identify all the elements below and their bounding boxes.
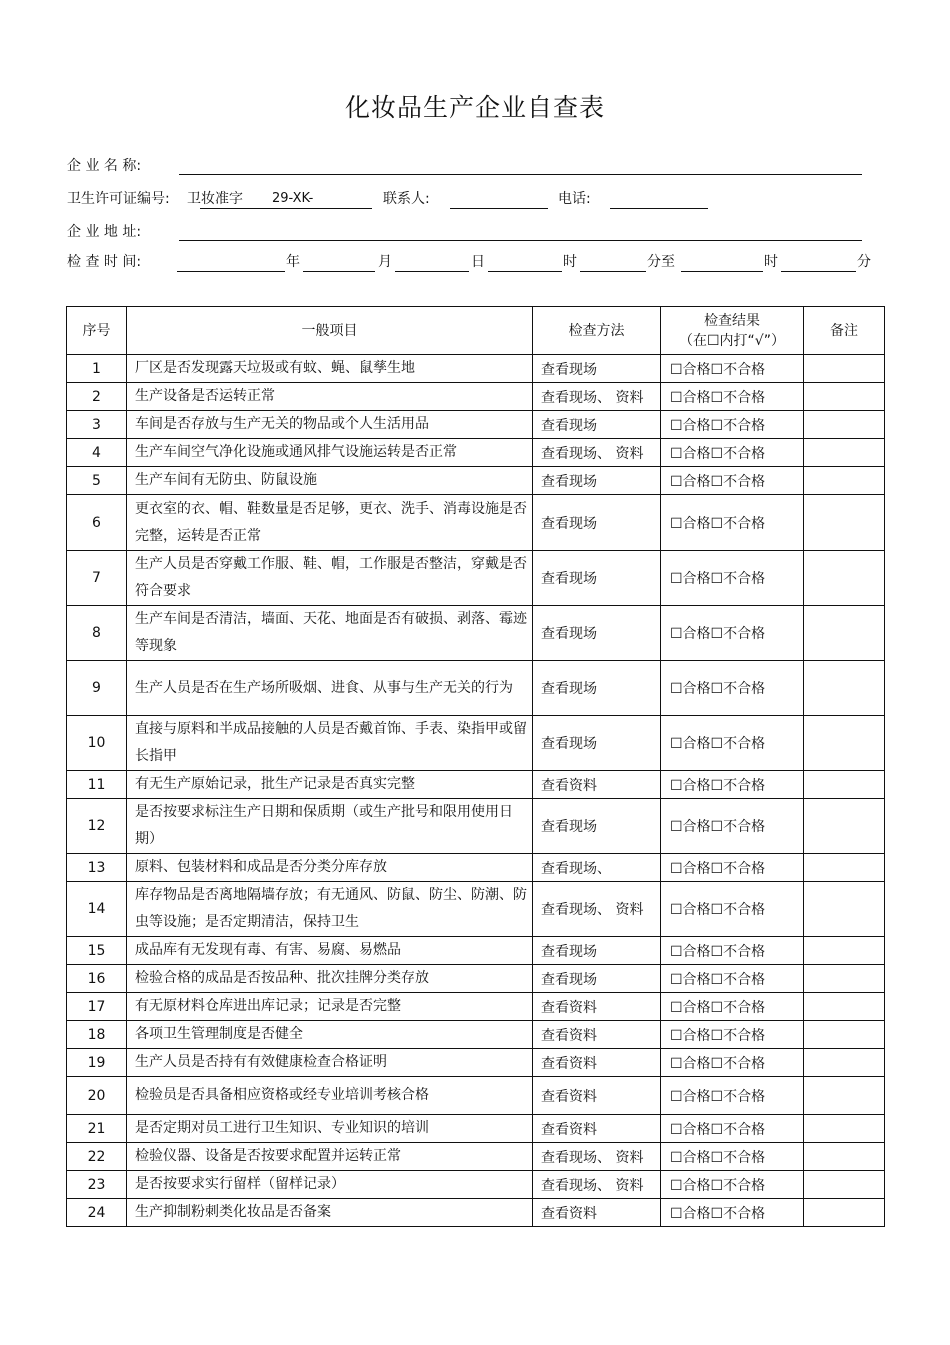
row-note[interactable] — [804, 937, 885, 965]
row-item: 是否按要求实行留样（留样记录） — [127, 1171, 533, 1199]
row-number: 20 — [67, 1077, 127, 1115]
row-result-checkboxes[interactable]: ☐合格☐不合格 — [661, 1143, 804, 1171]
self-inspection-table — [66, 306, 885, 1227]
row-method: 查看资料 — [533, 1049, 661, 1077]
row-number: 10 — [67, 716, 127, 771]
row-method: 查看现场、 资料 — [533, 1171, 661, 1199]
row-note[interactable] — [804, 355, 885, 383]
table-header-row — [67, 307, 885, 355]
row-result-checkboxes[interactable]: ☐合格☐不合格 — [661, 716, 804, 771]
row-result-checkboxes[interactable]: ☐合格☐不合格 — [661, 661, 804, 716]
row-item: 生产车间空气净化设施或通风排气设施运转是否正常 — [127, 439, 533, 467]
month-field[interactable] — [303, 271, 375, 272]
row-number: 9 — [67, 661, 127, 716]
table-row — [67, 854, 885, 882]
row-method: 查看现场、 — [533, 854, 661, 882]
start-hour-unit: 时 — [563, 254, 577, 270]
row-item: 检验仪器、设备是否按要求配置并运转正常 — [127, 1143, 533, 1171]
license-code: 29-XK- — [272, 191, 314, 206]
row-note[interactable] — [804, 661, 885, 716]
row-note[interactable] — [804, 495, 885, 551]
row-result-checkboxes[interactable]: ☐合格☐不合格 — [661, 1115, 804, 1143]
row-note[interactable] — [804, 1077, 885, 1115]
row-note[interactable] — [804, 1199, 885, 1227]
row-number: 11 — [67, 771, 127, 799]
row-item: 生产设备是否运转正常 — [127, 383, 533, 411]
row-note[interactable] — [804, 411, 885, 439]
row-number: 5 — [67, 467, 127, 495]
row-note[interactable] — [804, 383, 885, 411]
row-method: 查看资料 — [533, 1021, 661, 1049]
row-note[interactable] — [804, 1021, 885, 1049]
row-item: 有无原材料仓库进出库记录；记录是否完整 — [127, 993, 533, 1021]
row-note[interactable] — [804, 551, 885, 606]
row-result-checkboxes[interactable]: ☐合格☐不合格 — [661, 411, 804, 439]
company-name-label: 企 业 名 称: — [67, 158, 142, 174]
license-prefix: 卫妆准字 — [187, 191, 243, 207]
row-method: 查看现场 — [533, 799, 661, 854]
row-item: 生产车间是否清洁，墙面、天花、地面是否有破损、剥落、霉迹等现象 — [127, 606, 533, 661]
contact-label: 联系人: — [383, 191, 430, 207]
header-note: 备注 — [804, 307, 885, 355]
table-row — [67, 1049, 885, 1077]
day-unit: 日 — [471, 254, 485, 270]
row-number: 7 — [67, 551, 127, 606]
row-number: 19 — [67, 1049, 127, 1077]
row-number: 18 — [67, 1021, 127, 1049]
start-minute-field[interactable] — [580, 271, 646, 272]
row-note[interactable] — [804, 993, 885, 1021]
row-item: 原料、包装材料和成品是否分类分库存放 — [127, 854, 533, 882]
row-number: 23 — [67, 1171, 127, 1199]
header-result-hint: （在☐内打“√”） — [679, 332, 785, 349]
row-item: 生产抑制粉刺类化妆品是否备案 — [127, 1199, 533, 1227]
row-item: 是否定期对员工进行卫生知识、专业知识的培训 — [127, 1115, 533, 1143]
license-number-field[interactable] — [200, 208, 372, 209]
end-hour-unit: 时 — [764, 254, 778, 270]
row-number: 2 — [67, 383, 127, 411]
row-result-checkboxes[interactable]: ☐合格☐不合格 — [661, 1049, 804, 1077]
row-note[interactable] — [804, 1049, 885, 1077]
year-unit: 年 — [286, 254, 300, 270]
row-number: 8 — [67, 606, 127, 661]
row-method: 查看现场 — [533, 937, 661, 965]
row-note[interactable] — [804, 439, 885, 467]
row-number: 4 — [67, 439, 127, 467]
table-row — [67, 799, 885, 854]
row-note[interactable] — [804, 799, 885, 854]
row-number: 13 — [67, 854, 127, 882]
table-row — [67, 439, 885, 467]
row-number: 3 — [67, 411, 127, 439]
row-method: 查看现场 — [533, 661, 661, 716]
row-item: 是否按要求标注生产日期和保质期（或生产批号和限用使用日期） — [127, 799, 533, 854]
license-number-label: 卫生许可证编号: — [67, 191, 170, 207]
phone-field[interactable] — [610, 208, 708, 209]
row-note[interactable] — [804, 771, 885, 799]
header-method: 检查方法 — [533, 307, 661, 355]
inspection-time-label: 检 查 时 间: — [67, 254, 142, 270]
table-row — [67, 495, 885, 551]
contact-field[interactable] — [450, 208, 548, 209]
row-item: 生产人员是否持有有效健康检查合格证明 — [127, 1049, 533, 1077]
row-result-checkboxes[interactable]: ☐合格☐不合格 — [661, 439, 804, 467]
row-method: 查看现场、 资料 — [533, 439, 661, 467]
year-field[interactable] — [177, 271, 285, 272]
row-method: 查看现场 — [533, 411, 661, 439]
row-item: 更衣室的衣、帽、鞋数量是否足够，更衣、洗手、消毒设施是否完整，运转是否正常 — [127, 495, 533, 551]
row-method: 查看现场 — [533, 606, 661, 661]
row-number: 12 — [67, 799, 127, 854]
row-method: 查看资料 — [533, 1115, 661, 1143]
row-note[interactable] — [804, 965, 885, 993]
table-row — [67, 661, 885, 716]
table-row — [67, 1171, 885, 1199]
table-row — [67, 551, 885, 606]
row-result-checkboxes[interactable]: ☐合格☐不合格 — [661, 495, 804, 551]
row-method: 查看现场 — [533, 551, 661, 606]
end-hour-field[interactable] — [681, 271, 763, 272]
header-item: 一般项目 — [127, 307, 533, 355]
page-title: 化妆品生产企业自查表 — [344, 93, 605, 122]
table-row — [67, 1115, 885, 1143]
start-minute-unit: 分至 — [647, 254, 675, 270]
row-result-checkboxes[interactable]: ☐合格☐不合格 — [661, 771, 804, 799]
row-number: 14 — [67, 882, 127, 937]
row-result-checkboxes[interactable]: ☐合格☐不合格 — [661, 1171, 804, 1199]
table-row — [67, 965, 885, 993]
row-note[interactable] — [804, 606, 885, 661]
table-row — [67, 411, 885, 439]
row-note[interactable] — [804, 882, 885, 937]
table-row — [67, 882, 885, 937]
table-row — [67, 1199, 885, 1227]
row-result-checkboxes[interactable]: ☐合格☐不合格 — [661, 1199, 804, 1227]
header-result — [661, 307, 804, 355]
table-row — [67, 771, 885, 799]
row-result-checkboxes[interactable]: ☐合格☐不合格 — [661, 1077, 804, 1115]
row-method: 查看资料 — [533, 1199, 661, 1227]
table-row — [67, 606, 885, 661]
row-method: 查看现场、 资料 — [533, 383, 661, 411]
row-number: 16 — [67, 965, 127, 993]
row-note[interactable] — [804, 1143, 885, 1171]
table-row — [67, 383, 885, 411]
table-row — [67, 1021, 885, 1049]
address-label: 企 业 地 址: — [67, 224, 142, 240]
end-minute-unit: 分 — [857, 254, 871, 270]
row-result-checkboxes[interactable]: ☐合格☐不合格 — [661, 965, 804, 993]
row-method: 查看现场 — [533, 716, 661, 771]
row-note[interactable] — [804, 467, 885, 495]
row-result-checkboxes[interactable]: ☐合格☐不合格 — [661, 606, 804, 661]
row-method: 查看现场 — [533, 467, 661, 495]
row-note[interactable] — [804, 716, 885, 771]
row-number: 24 — [67, 1199, 127, 1227]
row-note[interactable] — [804, 854, 885, 882]
row-number: 22 — [67, 1143, 127, 1171]
day-field[interactable] — [395, 271, 469, 272]
company-name-field[interactable] — [179, 174, 862, 175]
row-item: 检验员是否具备相应资格或经专业培训考核合格 — [127, 1077, 533, 1115]
row-method: 查看资料 — [533, 1077, 661, 1115]
row-note[interactable] — [804, 1115, 885, 1143]
row-number: 6 — [67, 495, 127, 551]
row-result-checkboxes[interactable]: ☐合格☐不合格 — [661, 383, 804, 411]
row-result-checkboxes[interactable]: ☐合格☐不合格 — [661, 355, 804, 383]
row-item: 成品库有无发现有毒、有害、易腐、易燃品 — [127, 937, 533, 965]
row-result-checkboxes[interactable]: ☐合格☐不合格 — [661, 854, 804, 882]
month-unit: 月 — [378, 254, 392, 270]
row-result-checkboxes[interactable]: ☐合格☐不合格 — [661, 882, 804, 937]
header-result-title: 检查结果 — [704, 312, 760, 329]
row-method: 查看资料 — [533, 993, 661, 1021]
row-number: 17 — [67, 993, 127, 1021]
row-result-checkboxes[interactable]: ☐合格☐不合格 — [661, 799, 804, 854]
row-number: 21 — [67, 1115, 127, 1143]
row-method: 查看现场、 资料 — [533, 1143, 661, 1171]
row-item: 生产车间有无防虫、防鼠设施 — [127, 467, 533, 495]
table-row — [67, 1077, 885, 1115]
row-method: 查看现场 — [533, 355, 661, 383]
row-method: 查看现场 — [533, 495, 661, 551]
row-number: 1 — [67, 355, 127, 383]
row-item: 生产人员是否在生产场所吸烟、进食、从事与生产无关的行为 — [127, 661, 533, 716]
row-item: 有无生产原始记录，批生产记录是否真实完整 — [127, 771, 533, 799]
table-row — [67, 467, 885, 495]
row-item: 厂区是否发现露天垃圾或有蚊、蝇、鼠孳生地 — [127, 355, 533, 383]
row-item: 检验合格的成品是否按品种、批次挂牌分类存放 — [127, 965, 533, 993]
table-row — [67, 716, 885, 771]
row-item: 生产人员是否穿戴工作服、鞋、帽，工作服是否整洁，穿戴是否符合要求 — [127, 551, 533, 606]
row-method: 查看资料 — [533, 771, 661, 799]
row-item: 车间是否存放与生产无关的物品或个人生活用品 — [127, 411, 533, 439]
row-result-checkboxes[interactable]: ☐合格☐不合格 — [661, 993, 804, 1021]
row-result-checkboxes[interactable]: ☐合格☐不合格 — [661, 551, 804, 606]
row-method: 查看现场 — [533, 965, 661, 993]
row-result-checkboxes[interactable]: ☐合格☐不合格 — [661, 1021, 804, 1049]
table-row — [67, 355, 885, 383]
row-item: 库存物品是否离地隔墙存放；有无通风、防鼠、防尘、防潮、防虫等设施；是否定期清洁，保持卫生 — [127, 882, 533, 937]
end-minute-field[interactable] — [781, 271, 856, 272]
table-row — [67, 937, 885, 965]
row-number: 15 — [67, 937, 127, 965]
address-field[interactable] — [179, 240, 862, 241]
table-row — [67, 993, 885, 1021]
row-item: 各项卫生管理制度是否健全 — [127, 1021, 533, 1049]
row-item: 直接与原料和半成品接触的人员是否戴首饰、手表、染指甲或留长指甲 — [127, 716, 533, 771]
row-result-checkboxes[interactable]: ☐合格☐不合格 — [661, 467, 804, 495]
header-no: 序号 — [67, 307, 127, 355]
row-note[interactable] — [804, 1171, 885, 1199]
phone-label: 电话: — [558, 191, 591, 207]
row-result-checkboxes[interactable]: ☐合格☐不合格 — [661, 937, 804, 965]
start-hour-field[interactable] — [488, 271, 562, 272]
table-row — [67, 1143, 885, 1171]
row-method: 查看现场、 资料 — [533, 882, 661, 937]
